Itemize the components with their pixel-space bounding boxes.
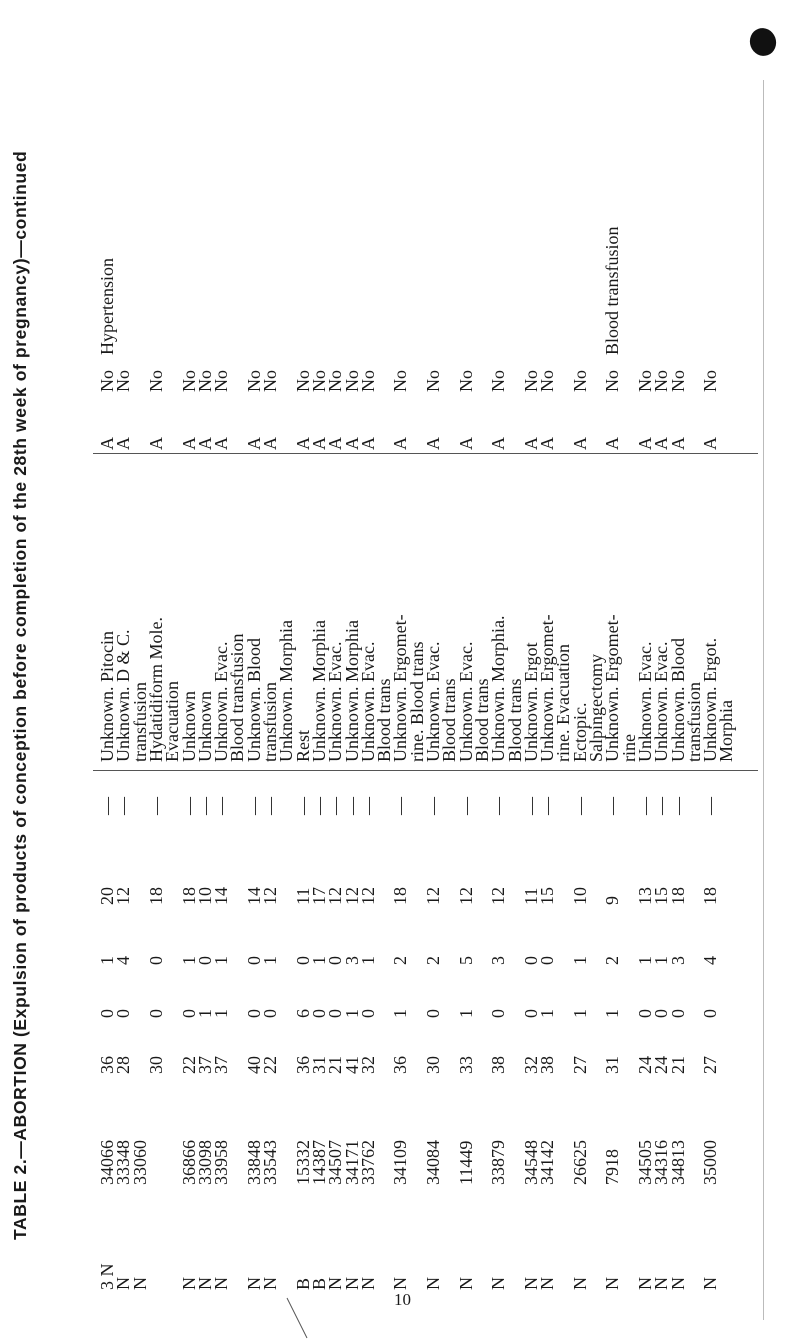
case-number: 33060	[129, 1140, 150, 1185]
fatal-flag: No	[634, 370, 655, 392]
weeks: 13	[634, 887, 655, 905]
fatal-flag: No	[211, 370, 232, 392]
outcome: A	[667, 437, 688, 450]
cause-treatment: Unknown. Evac.	[325, 641, 346, 762]
parity-count: 0	[292, 956, 313, 965]
fatal-flag: No	[390, 370, 411, 392]
ward-code: N	[520, 1277, 541, 1290]
cause-treatment: Blood trans	[471, 678, 492, 762]
ward-code: N	[260, 1277, 280, 1290]
age: 37	[194, 1056, 215, 1074]
age: 30	[423, 1056, 443, 1074]
fatal-flag: No	[455, 370, 476, 392]
abortions-count: 6	[292, 1009, 313, 1018]
cause-treatment: Blood transfusion	[227, 633, 248, 762]
age: 32	[520, 1056, 541, 1074]
case-number: 34171	[341, 1140, 362, 1185]
weeks: 15	[651, 887, 672, 905]
case-number: 33543	[260, 1140, 280, 1185]
outcome: A	[569, 437, 590, 450]
age: 22	[178, 1056, 199, 1074]
outcome: A	[602, 437, 623, 450]
cause-treatment: Unknown. Morphia	[308, 620, 329, 762]
age: 31	[602, 1056, 623, 1074]
dash-cell: —	[113, 797, 134, 815]
abortions-count: 0	[700, 1009, 721, 1018]
weeks: 10	[569, 887, 590, 905]
weeks: 18	[390, 887, 411, 905]
case-number: 34084	[423, 1140, 443, 1185]
cause-treatment: Unknown. Morphia	[341, 620, 362, 762]
fatal-flag: No	[243, 370, 264, 392]
table-row	[715, 0, 738, 1339]
weeks: 12	[341, 887, 362, 905]
cause-treatment: Unknown. Evac.	[211, 641, 232, 762]
cause-treatment: Unknown. Ergomet-	[602, 614, 623, 762]
age: 36	[97, 1056, 117, 1074]
outcome: A	[537, 437, 558, 450]
abortions-count: 0	[243, 1009, 264, 1018]
dash-cell: —	[651, 797, 672, 815]
weeks: 12	[423, 887, 443, 905]
weeks: 20	[97, 887, 117, 905]
parity-count: 0	[537, 956, 558, 965]
fatal-flag: No	[423, 370, 443, 392]
parity-count: 2	[423, 956, 443, 965]
dash-cell: —	[390, 797, 411, 815]
abortions-count: 1	[537, 1009, 558, 1018]
fatal-flag: No	[325, 370, 346, 392]
parity-count: 5	[455, 956, 476, 965]
abortions-count: 0	[308, 1009, 329, 1018]
weeks: 12	[357, 887, 378, 905]
abortions-count: 0	[145, 1009, 166, 1018]
abortions-count: 0	[423, 1009, 443, 1018]
case-number: 14387	[308, 1140, 329, 1185]
abortions-count: 1	[390, 1009, 411, 1018]
dash-cell: —	[243, 797, 264, 815]
parity-count: 1	[651, 956, 672, 965]
outcome: A	[194, 437, 215, 450]
parity-count: 3	[488, 956, 509, 965]
outcome: A	[211, 437, 232, 450]
fatal-flag: No	[357, 370, 378, 392]
cause-treatment: Unknown. Pitocin	[97, 630, 117, 762]
fatal-flag: No	[194, 370, 215, 392]
cause-treatment: rine. Evacuation	[553, 644, 574, 762]
parity-count: 0	[145, 956, 166, 965]
weeks: 14	[211, 887, 232, 905]
cause-treatment: Ectopic.	[569, 702, 590, 762]
cause-treatment: Unknown. Ergot	[520, 642, 541, 762]
cause-treatment: Unknown. Evac.	[357, 641, 378, 762]
case-number: 34505	[634, 1140, 655, 1185]
parity-count: 4	[700, 956, 721, 965]
cause-treatment: Blood trans	[374, 678, 395, 762]
age: 22	[260, 1056, 280, 1074]
remarks: Hypertension	[97, 258, 117, 355]
age: 38	[537, 1056, 558, 1074]
abortions-count: 0	[520, 1009, 541, 1018]
case-number: 33848	[243, 1140, 264, 1185]
outcome: A	[260, 437, 280, 450]
parity-count: 3	[667, 956, 688, 965]
fatal-flag: No	[308, 370, 329, 392]
parity-count: 1	[178, 956, 199, 965]
weeks: 12	[260, 887, 280, 905]
outcome: A	[292, 437, 313, 450]
ward-code: N	[634, 1277, 655, 1290]
parity-count: 2	[602, 956, 623, 965]
parity-count: 3	[341, 956, 362, 965]
cause-treatment: Blood trans	[504, 678, 525, 762]
age: 24	[651, 1056, 672, 1074]
parity-count: 2	[390, 956, 411, 965]
outcome: A	[325, 437, 346, 450]
cause-treatment: Unknown. Ergomet-	[390, 614, 411, 762]
cause-treatment: Unknown. Morphia.	[488, 615, 509, 762]
fatal-flag: No	[651, 370, 672, 392]
ward-code: B	[308, 1277, 329, 1290]
case-number: 34507	[325, 1140, 346, 1185]
cause-treatment: Unknown. Morphia	[276, 620, 297, 762]
age: 30	[145, 1056, 166, 1074]
case-number: 34066	[97, 1140, 117, 1185]
remarks: Blood transfusion	[602, 226, 623, 355]
case-number: 26625	[569, 1140, 590, 1185]
outcome: A	[488, 437, 509, 450]
dash-cell: —	[211, 797, 232, 815]
case-number: 33879	[488, 1140, 509, 1185]
weeks: 11	[292, 887, 313, 905]
abortions-count: 1	[211, 1009, 232, 1018]
age: 40	[243, 1056, 264, 1074]
ward-code: N	[211, 1277, 232, 1290]
cause-treatment: Unknown. Evac.	[651, 641, 672, 762]
outcome: A	[243, 437, 264, 450]
fatal-flag: No	[97, 370, 117, 392]
dash-cell: —	[520, 797, 541, 815]
cause-treatment: Rest	[292, 729, 313, 762]
dash-cell: —	[537, 797, 558, 815]
case-number: 7918	[602, 1149, 623, 1185]
outcome: A	[455, 437, 476, 450]
cause-treatment: Unknown. Evac.	[455, 641, 476, 762]
cause-treatment: Unknown. D & C.	[113, 629, 134, 762]
weeks: 12	[325, 887, 346, 905]
outcome: A	[113, 437, 134, 450]
outcome: A	[700, 437, 721, 450]
age: 24	[634, 1056, 655, 1074]
fatal-flag: No	[178, 370, 199, 392]
dash-cell: —	[194, 797, 215, 815]
ward-code: B	[292, 1277, 313, 1290]
weeks: 18	[178, 887, 199, 905]
ward-code: N	[423, 1277, 443, 1290]
outcome: A	[145, 437, 166, 450]
weeks: 18	[145, 887, 166, 905]
dash-cell: —	[357, 797, 378, 815]
weeks: 18	[667, 887, 688, 905]
cause-treatment: Unknown	[194, 691, 215, 762]
parity-count: 0	[325, 956, 346, 965]
weeks: 9	[602, 896, 623, 905]
outcome: A	[423, 437, 443, 450]
case-number: 33348	[113, 1140, 134, 1185]
outcome: A	[634, 437, 655, 450]
abortions-count: 1	[194, 1009, 215, 1018]
dash-cell: —	[97, 797, 117, 815]
case-number: 34813	[667, 1140, 688, 1185]
ward-code: N	[602, 1277, 623, 1290]
case-number: 33762	[357, 1140, 378, 1185]
ward-code: N	[455, 1277, 476, 1290]
dash-cell: —	[667, 797, 688, 815]
fatal-flag: No	[145, 370, 166, 392]
ward-code: 3 N	[97, 1263, 117, 1290]
ward-code: N	[113, 1277, 134, 1290]
abortions-count: 0	[113, 1009, 134, 1018]
case-number: 33958	[211, 1140, 232, 1185]
fatal-flag: No	[537, 370, 558, 392]
fatal-flag: No	[569, 370, 590, 392]
pen-mark-icon	[283, 1296, 313, 1341]
outcome: A	[308, 437, 329, 450]
outcome: A	[341, 437, 362, 450]
weeks: 12	[488, 887, 509, 905]
cause-treatment: rine. Blood trans	[406, 641, 427, 762]
weeks: 12	[455, 887, 476, 905]
cause-treatment: transfusion	[129, 682, 150, 762]
cause-treatment: Unknown. Blood	[243, 637, 264, 762]
cause-treatment: rine	[618, 734, 639, 762]
age: 36	[292, 1056, 313, 1074]
cause-treatment: Salpingectomy	[586, 654, 606, 762]
ward-code: N	[178, 1277, 199, 1290]
dash-cell: —	[260, 797, 280, 815]
case-number: 15332	[292, 1140, 313, 1185]
parity-count: 0	[520, 956, 541, 965]
dash-cell: —	[325, 797, 346, 815]
fatal-flag: No	[520, 370, 541, 392]
ward-code: N	[651, 1277, 672, 1290]
ward-code: N	[667, 1277, 688, 1290]
age: 21	[325, 1056, 346, 1074]
dash-cell: —	[145, 797, 166, 815]
weeks: 18	[700, 887, 721, 905]
age: 31	[308, 1056, 329, 1074]
ward-code: N	[243, 1277, 264, 1290]
weeks: 15	[537, 887, 558, 905]
ward-code: N	[488, 1277, 509, 1290]
ward-code: N	[700, 1277, 721, 1290]
dash-cell: —	[569, 797, 590, 815]
cause-treatment: Unknown. Evac.	[423, 641, 443, 762]
fatal-flag: No	[292, 370, 313, 392]
case-number: 34142	[537, 1140, 558, 1185]
page-number: 10	[394, 1290, 411, 1309]
ward-code: N	[341, 1277, 362, 1290]
weeks: 17	[308, 887, 329, 905]
age: 33	[455, 1056, 476, 1074]
fatal-flag: No	[488, 370, 509, 392]
dash-cell: —	[423, 797, 443, 815]
outcome: A	[178, 437, 199, 450]
case-number: 33098	[194, 1140, 215, 1185]
abortions-count: 0	[260, 1009, 280, 1018]
ink-blot	[746, 24, 780, 59]
dash-cell: —	[700, 797, 721, 815]
abortions-count: 0	[357, 1009, 378, 1018]
case-number: 35000	[700, 1140, 721, 1185]
cause-treatment: Unknown. Blood	[667, 637, 688, 762]
ward-code: N	[194, 1277, 215, 1290]
age: 38	[488, 1056, 509, 1074]
parity-count: 1	[357, 956, 378, 965]
abortions-count: 0	[651, 1009, 672, 1018]
abortions-count: 0	[97, 1009, 117, 1018]
outcome: A	[651, 437, 672, 450]
cause-treatment: Unknown. Evac.	[634, 641, 655, 762]
dash-cell: —	[292, 797, 313, 815]
parity-count: 1	[211, 956, 232, 965]
dash-cell: —	[488, 797, 509, 815]
fatal-flag: No	[113, 370, 134, 392]
case-number: 34109	[390, 1140, 411, 1185]
abortions-count: 1	[341, 1009, 362, 1018]
abortions-count: 1	[455, 1009, 476, 1018]
weeks: 14	[243, 887, 264, 905]
age: 28	[113, 1056, 134, 1074]
parity-count: 1	[569, 956, 590, 965]
fatal-flag: No	[341, 370, 362, 392]
cause-treatment: Unknown	[178, 691, 199, 762]
age: 36	[390, 1056, 411, 1074]
weeks: 11	[520, 887, 541, 905]
parity-count: 0	[194, 956, 215, 965]
age: 27	[700, 1056, 721, 1074]
cause-treatment: Unknown. Ergot.	[700, 637, 721, 762]
dash-cell: —	[341, 797, 362, 815]
ward-code: N	[357, 1277, 378, 1290]
dash-cell: —	[602, 797, 623, 815]
case-number: 34548	[520, 1140, 541, 1185]
abortions-count: 0	[667, 1009, 688, 1018]
case-number: 34316	[651, 1140, 672, 1185]
fatal-flag: No	[602, 370, 623, 392]
outcome: A	[97, 437, 117, 450]
age: 21	[667, 1056, 688, 1074]
ward-code: N	[569, 1277, 590, 1290]
case-number: 11449	[455, 1140, 476, 1185]
cause-treatment: Evacuation	[162, 681, 183, 762]
age: 27	[569, 1056, 590, 1074]
fatal-flag: No	[260, 370, 280, 392]
dash-cell: —	[178, 797, 199, 815]
ward-code: N	[129, 1277, 150, 1290]
outcome: A	[520, 437, 541, 450]
age: 37	[211, 1056, 232, 1074]
parity-count: 1	[634, 956, 655, 965]
cause-treatment: transfusion	[683, 682, 704, 762]
fatal-flag: No	[700, 370, 721, 392]
cause-treatment: Blood trans	[439, 678, 460, 762]
page-edge-line	[763, 80, 764, 1320]
abortions-count: 0	[634, 1009, 655, 1018]
parity-count: 1	[97, 956, 117, 965]
cause-treatment: transfusion	[260, 682, 280, 762]
cause-treatment: Hydatidiform Mole.	[145, 617, 166, 762]
abortions-count: 1	[602, 1009, 623, 1018]
age: 32	[357, 1056, 378, 1074]
dash-cell: —	[634, 797, 655, 815]
dash-cell: —	[455, 797, 476, 815]
ward-code: N	[325, 1277, 346, 1290]
abortions-count: 0	[178, 1009, 199, 1018]
age: 41	[341, 1056, 362, 1074]
cause-treatment: Unknown. Ergomet-	[537, 614, 558, 762]
outcome: A	[390, 437, 411, 450]
weeks: 12	[113, 887, 134, 905]
abortions-count: 0	[488, 1009, 509, 1018]
case-number: 36866	[178, 1140, 199, 1185]
parity-count: 1	[308, 956, 329, 965]
abortions-count: 1	[569, 1009, 590, 1018]
weeks: 10	[194, 887, 215, 905]
ward-code: N	[537, 1277, 558, 1290]
cause-treatment: Morphia	[716, 700, 737, 762]
ward-code: N	[390, 1277, 411, 1290]
fatal-flag: No	[667, 370, 688, 392]
table-title: TABLE 2.—ABORTION (Expulsion of products of conception before completion of the 28th week of pregnancy)—continued	[10, 150, 30, 1240]
abortions-count: 0	[325, 1009, 346, 1018]
parity-count: 1	[260, 956, 280, 965]
parity-count: 0	[243, 956, 264, 965]
parity-count: 4	[113, 956, 134, 965]
outcome: A	[357, 437, 378, 450]
dash-cell: —	[308, 797, 329, 815]
